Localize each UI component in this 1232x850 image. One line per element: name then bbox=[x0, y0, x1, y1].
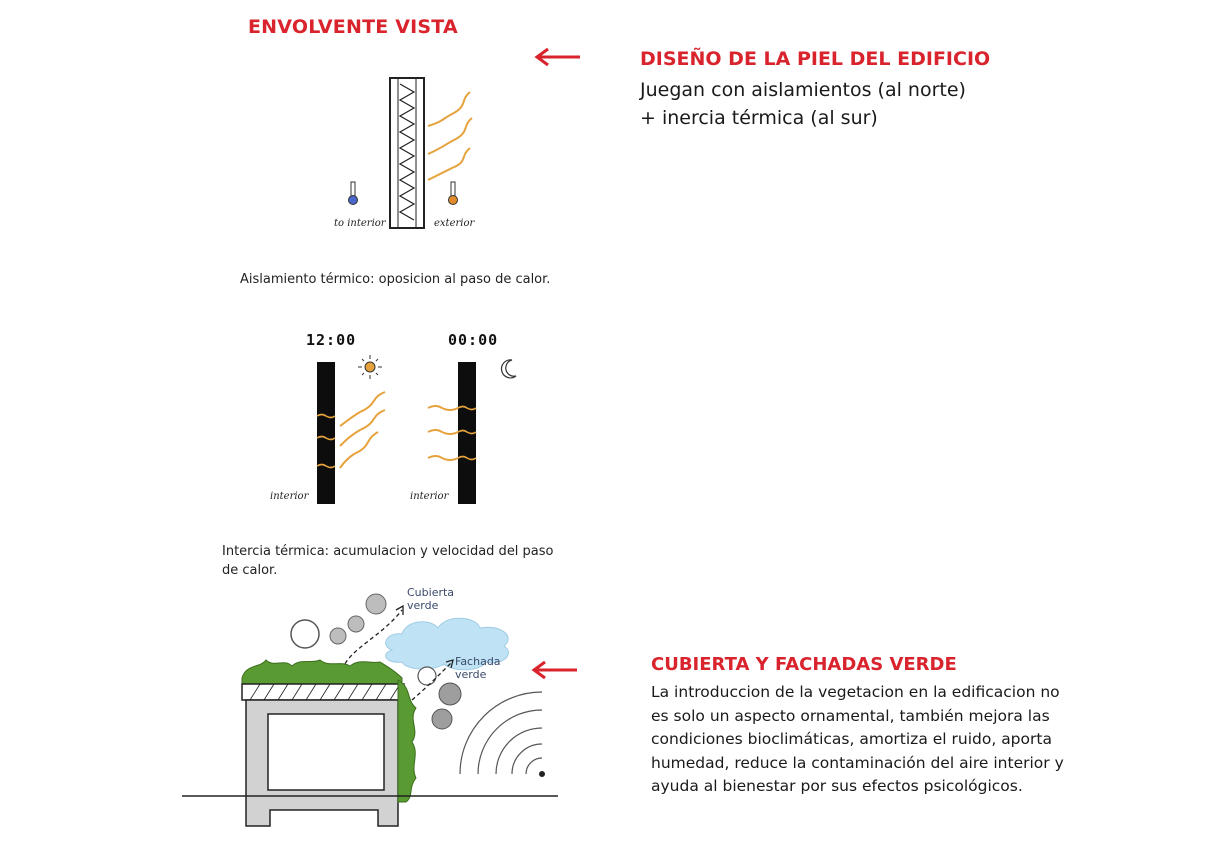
green-building-diagram bbox=[180, 588, 560, 838]
green-line-1: La introduccion de la vegetacion en la edificacion no bbox=[651, 683, 1060, 701]
skin-section-title: DISEÑO DE LA PIEL DEL EDIFICIO bbox=[640, 48, 991, 70]
moon-icon bbox=[502, 360, 516, 378]
clock-night: 00:00 bbox=[448, 331, 499, 349]
thermometer-hot-icon bbox=[451, 182, 455, 196]
green-section-body bbox=[651, 681, 1091, 799]
pointer-arrow-icon bbox=[529, 660, 579, 680]
green-line-2: es solo un aspecto ornamental, también mejora las bbox=[651, 706, 1050, 725]
label-fachada-line-2: verde bbox=[455, 668, 487, 681]
clock-day: 12:00 bbox=[306, 331, 357, 349]
green-section-title: CUBIERTA Y FACHADAS VERDE bbox=[651, 654, 957, 675]
pointer-arrow-icon bbox=[532, 47, 582, 67]
sun-icon bbox=[358, 355, 382, 379]
green-line-3: condiciones bioclimáticas, amortiza el ruido, aporta bbox=[651, 730, 1052, 748]
insulation-diagram bbox=[320, 70, 500, 240]
inertia-diagram bbox=[260, 350, 540, 510]
inertia-caption: Intercia térmica: acumulacion y velocidad del paso de calor. bbox=[222, 544, 554, 578]
page-title: ENVOLVENTE VISTA bbox=[248, 16, 458, 38]
skin-section-body bbox=[640, 76, 966, 132]
label-cubierta-line-2: verde bbox=[407, 599, 439, 612]
label-interior-night: interior bbox=[410, 491, 449, 502]
label-fachada-verde bbox=[455, 655, 501, 681]
label-interior-day: interior bbox=[270, 491, 309, 502]
label-interior: to interior bbox=[334, 218, 386, 229]
skin-line-2: + inercia térmica (al sur) bbox=[640, 107, 878, 129]
label-fachada-line-1: Fachada bbox=[455, 655, 501, 668]
label-cubierta-line-1: Cubierta bbox=[407, 586, 455, 599]
green-line-4: humedad, reduce la contaminación del aire interior y bbox=[651, 753, 1064, 772]
skin-line-1: Juegan con aislamientos (al norte) bbox=[640, 79, 966, 101]
green-line-5: ayuda al bienestar por sus efectos psicológicos. bbox=[651, 777, 1023, 795]
insulation-caption: Aislamiento térmico: oposicion al paso de calor. bbox=[240, 272, 551, 287]
thermometer-cold-icon bbox=[351, 182, 355, 196]
label-exterior: exterior bbox=[434, 218, 475, 229]
label-cubierta-verde bbox=[407, 586, 454, 612]
